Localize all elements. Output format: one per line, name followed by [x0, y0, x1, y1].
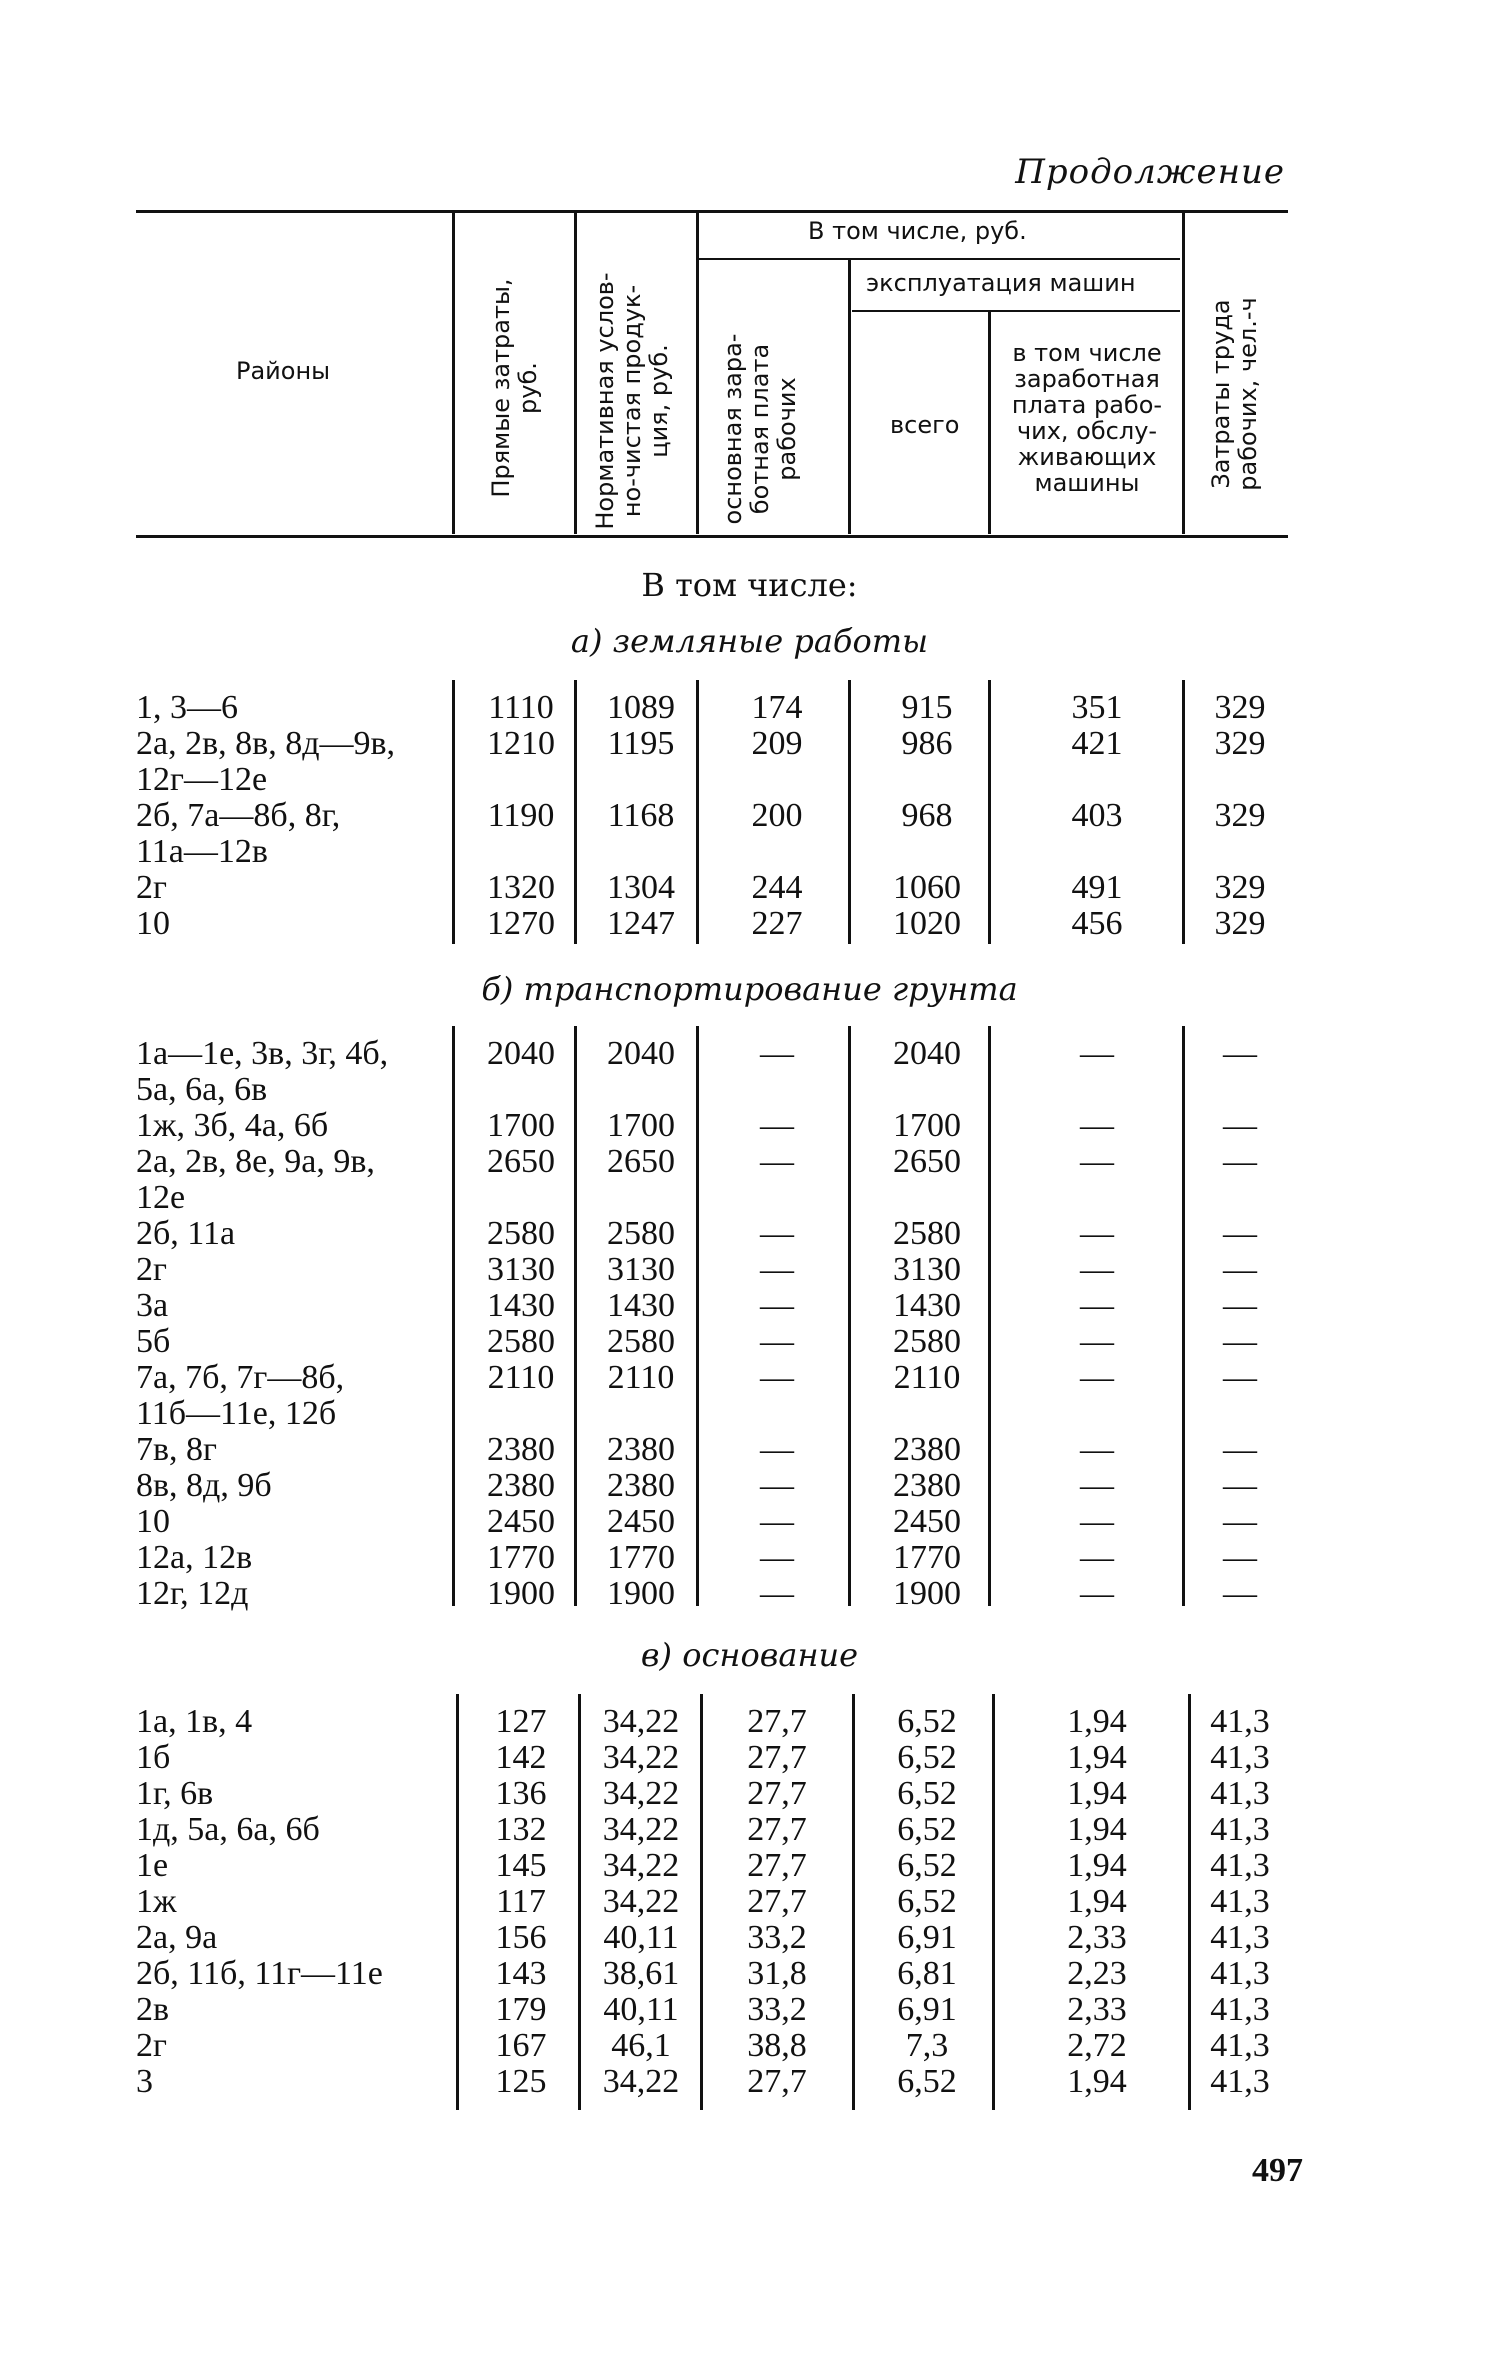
- cell-zarabotnaya: 1,94: [1067, 1703, 1127, 1740]
- cell-vsego: 1770: [893, 1539, 961, 1576]
- cell-normativnaya: 1247: [607, 905, 675, 942]
- cell-normativnaya: 1089: [607, 689, 675, 726]
- section-title-a: а) земляные работы: [570, 622, 929, 660]
- cell-normativnaya: 34,22: [602, 1811, 680, 1848]
- rayon-cell: 7в, 8г: [136, 1431, 217, 1468]
- cell-zarabotnaya: 421: [1071, 725, 1123, 762]
- cell-zatraty: —: [1223, 1431, 1257, 1468]
- table-row: [0, 1036, 1499, 1072]
- table-row: [0, 1704, 1499, 1740]
- cell-zatraty: —: [1223, 1251, 1257, 1288]
- header-ekspluatatsiya: эксплуатация машин: [866, 269, 1136, 297]
- cell-vsego: 915: [901, 689, 953, 726]
- cell-vsego: 2380: [893, 1467, 961, 1504]
- rayon-cell: 2в: [136, 1991, 170, 2028]
- cell-zarabotnaya: —: [1080, 1107, 1114, 1144]
- rayon-cell: 12а, 12в: [136, 1539, 253, 1576]
- continuation-label: Продолжение: [1015, 152, 1285, 192]
- cell-zarabotnaya: 1,94: [1067, 1847, 1127, 1884]
- cell-osnovnaya: —: [760, 1575, 794, 1612]
- header-vline-1: [452, 212, 455, 534]
- cell-zatraty: 41,3: [1210, 1739, 1270, 1776]
- rayon-cell: 2г: [136, 1251, 167, 1288]
- rayon-cell: 2г: [136, 2027, 167, 2064]
- cell-zarabotnaya: 1,94: [1067, 1739, 1127, 1776]
- rayon-cell: 1а, 1в, 4: [136, 1703, 253, 1740]
- cell-zatraty: 41,3: [1210, 2063, 1270, 2100]
- rayon-cell: 1ж, 3б, 4а, 6б: [136, 1107, 329, 1144]
- rayon-cell: 5б: [136, 1323, 171, 1360]
- cell-vsego: 2580: [893, 1215, 961, 1252]
- rayon-cell: 10: [136, 905, 170, 942]
- cell-zatraty: —: [1223, 1503, 1257, 1540]
- table-row: [0, 726, 1499, 762]
- rayon-cell: 1г, 6в: [136, 1775, 214, 1812]
- cell-normativnaya: 34,22: [602, 1883, 680, 1920]
- table-row: [0, 1432, 1499, 1468]
- table-row: [0, 1992, 1499, 2028]
- rayon-cell: 2а, 2в, 8в, 8д—9в,: [136, 725, 396, 762]
- cell-pryamye: 167: [495, 2027, 547, 2064]
- subgroup-rule-2: [852, 310, 1180, 312]
- cell-pryamye: 1700: [487, 1107, 555, 1144]
- header-normativnaya: Нормативная услов- но-чистая продук- ция, руб.: [591, 272, 673, 530]
- table-row: [0, 690, 1499, 726]
- cell-normativnaya: 38,61: [602, 1955, 680, 1992]
- cell-pryamye: 1770: [487, 1539, 555, 1576]
- table-row: [0, 1884, 1499, 1920]
- cell-pryamye: 2580: [487, 1215, 555, 1252]
- cell-zarabotnaya: 2,72: [1067, 2027, 1127, 2064]
- table-row: [0, 1144, 1499, 1180]
- cell-zarabotnaya: 351: [1071, 689, 1123, 726]
- cell-vsego: 6,52: [897, 1775, 957, 1812]
- cell-zatraty: 41,3: [1210, 1847, 1270, 1884]
- cell-zatraty: 41,3: [1210, 1775, 1270, 1812]
- cell-osnovnaya: 31,8: [747, 1955, 807, 1992]
- cell-normativnaya: 1304: [607, 869, 675, 906]
- intro-text: В том числе:: [641, 566, 858, 604]
- cell-osnovnaya: 27,7: [747, 1883, 807, 1920]
- cell-vsego: 2110: [893, 1359, 961, 1396]
- cell-normativnaya: 2380: [607, 1467, 675, 1504]
- rayon-cell: 2б, 7а—8б, 8г,: [136, 797, 341, 834]
- cell-pryamye: 156: [495, 1919, 547, 1956]
- cell-osnovnaya: —: [760, 1215, 794, 1252]
- header-osnovnaya: основная зара- ботная плата рабочих: [719, 333, 801, 525]
- cell-vsego: 7,3: [905, 2027, 949, 2064]
- cell-zarabotnaya: 456: [1071, 905, 1123, 942]
- header-pryamye: Прямые затраты, руб.: [487, 278, 542, 498]
- cell-zarabotnaya: 403: [1071, 797, 1123, 834]
- rayon-cell: 1б: [136, 1739, 171, 1776]
- cell-pryamye: 132: [495, 1811, 547, 1848]
- rayon-cell: 1а—1е, 3в, 3г, 4б,: [136, 1035, 389, 1072]
- cell-osnovnaya: —: [760, 1503, 794, 1540]
- cell-vsego: 986: [901, 725, 953, 762]
- cell-zatraty: 41,3: [1210, 2027, 1270, 2064]
- cell-vsego: 6,52: [897, 1811, 957, 1848]
- cell-pryamye: 1900: [487, 1575, 555, 1612]
- cell-pryamye: 2650: [487, 1143, 555, 1180]
- cell-zarabotnaya: —: [1080, 1431, 1114, 1468]
- rayon-cell-cont: 11б—11е, 12б: [136, 1395, 337, 1432]
- cell-normativnaya: 2040: [607, 1035, 675, 1072]
- cell-pryamye: 2450: [487, 1503, 555, 1540]
- cell-pryamye: 3130: [487, 1251, 555, 1288]
- cell-osnovnaya: —: [760, 1323, 794, 1360]
- cell-normativnaya: 40,11: [603, 1991, 679, 2028]
- table-row: [0, 906, 1499, 942]
- table-row: [0, 1956, 1499, 1992]
- cell-normativnaya: 34,22: [602, 1847, 680, 1884]
- rayon-cell: 10: [136, 1503, 170, 1540]
- cell-zarabotnaya: —: [1080, 1287, 1114, 1324]
- cell-osnovnaya: 27,7: [747, 1811, 807, 1848]
- cell-pryamye: 2580: [487, 1323, 555, 1360]
- cell-pryamye: 1110: [488, 689, 554, 726]
- cell-pryamye: 145: [495, 1847, 547, 1884]
- cell-osnovnaya: 200: [751, 797, 803, 834]
- cell-pryamye: 117: [496, 1883, 546, 1920]
- cell-normativnaya: 2380: [607, 1431, 675, 1468]
- cell-normativnaya: 1168: [607, 797, 675, 834]
- cell-normativnaya: 34,22: [602, 1703, 680, 1740]
- cell-normativnaya: 40,11: [603, 1919, 679, 1956]
- cell-osnovnaya: 33,2: [747, 1991, 807, 2028]
- cell-zatraty: —: [1223, 1215, 1257, 1252]
- subgroup-rule-1: [698, 258, 1180, 260]
- cell-osnovnaya: —: [760, 1107, 794, 1144]
- section-title-b: б) транспортирование грунта: [481, 970, 1018, 1008]
- cell-vsego: 2450: [893, 1503, 961, 1540]
- cell-zarabotnaya: —: [1080, 1035, 1114, 1072]
- rayon-cell: 2б, 11а: [136, 1215, 236, 1252]
- cell-zarabotnaya: —: [1080, 1215, 1114, 1252]
- cell-vsego: 6,91: [897, 1919, 957, 1956]
- cell-normativnaya: 34,22: [602, 1775, 680, 1812]
- rayon-cell: 3: [136, 2063, 153, 2100]
- cell-vsego: 1060: [893, 869, 961, 906]
- rayon-cell: 1е: [136, 1847, 169, 1884]
- cell-normativnaya: 1430: [607, 1287, 675, 1324]
- table-row: [0, 870, 1499, 906]
- table-row: [0, 1576, 1499, 1612]
- cell-zarabotnaya: 1,94: [1067, 1883, 1127, 1920]
- cell-zatraty: 41,3: [1210, 1919, 1270, 1956]
- cell-pryamye: 1430: [487, 1287, 555, 1324]
- cell-normativnaya: 1770: [607, 1539, 675, 1576]
- cell-vsego: 6,52: [897, 1703, 957, 1740]
- header-vline-4: [848, 260, 851, 534]
- cell-pryamye: 1270: [487, 905, 555, 942]
- cell-normativnaya: 2110: [607, 1359, 675, 1396]
- cell-osnovnaya: 33,2: [747, 1919, 807, 1956]
- cell-osnovnaya: 174: [751, 689, 803, 726]
- cell-pryamye: 179: [495, 1991, 547, 2028]
- cell-osnovnaya: —: [760, 1467, 794, 1504]
- cell-zatraty: 41,3: [1210, 1955, 1270, 1992]
- cell-zarabotnaya: 2,23: [1067, 1955, 1127, 1992]
- cell-zarabotnaya: —: [1080, 1323, 1114, 1360]
- table-row: [0, 2028, 1499, 2064]
- rayon-cell-cont: 11а—12в: [136, 833, 268, 870]
- table-row: [0, 1540, 1499, 1576]
- page-number: 497: [1252, 2152, 1303, 2189]
- header-v-tom-chisle: В том числе, руб.: [808, 217, 1027, 245]
- cell-zarabotnaya: —: [1080, 1359, 1114, 1396]
- cell-normativnaya: 46,1: [611, 2027, 671, 2064]
- cell-zarabotnaya: —: [1080, 1251, 1114, 1288]
- table-row: [0, 1920, 1499, 1956]
- cell-zatraty: 41,3: [1210, 1883, 1270, 1920]
- table-row: [0, 1288, 1499, 1324]
- cell-vsego: 1900: [893, 1575, 961, 1612]
- cell-zatraty: —: [1223, 1539, 1257, 1576]
- cell-zatraty: —: [1223, 1107, 1257, 1144]
- cell-pryamye: 2110: [487, 1359, 555, 1396]
- cell-vsego: 6,52: [897, 1883, 957, 1920]
- cell-zatraty: 329: [1214, 725, 1266, 762]
- cell-vsego: 2650: [893, 1143, 961, 1180]
- cell-pryamye: 1320: [487, 869, 555, 906]
- cell-pryamye: 1190: [487, 797, 555, 834]
- cell-osnovnaya: —: [760, 1431, 794, 1468]
- cell-osnovnaya: —: [760, 1359, 794, 1396]
- cell-normativnaya: 2580: [607, 1215, 675, 1252]
- cell-zarabotnaya: —: [1080, 1143, 1114, 1180]
- header-zarabotnaya: в том числе заработная плата рабо- чих, обслу- живающих машины: [1011, 339, 1163, 497]
- cell-vsego: 968: [901, 797, 953, 834]
- header-bottom-rule: [136, 535, 1288, 538]
- cell-vsego: 6,81: [897, 1955, 957, 1992]
- rayon-cell: 2г: [136, 869, 167, 906]
- cell-vsego: 2040: [893, 1035, 961, 1072]
- table-row: [0, 1812, 1499, 1848]
- cell-zatraty: 329: [1214, 869, 1266, 906]
- cell-vsego: 6,52: [897, 1847, 957, 1884]
- cell-pryamye: 142: [495, 1739, 547, 1776]
- cell-pryamye: 143: [495, 1955, 547, 1992]
- cell-osnovnaya: —: [760, 1251, 794, 1288]
- cell-normativnaya: 2580: [607, 1323, 675, 1360]
- table-row-cont: [0, 1072, 1499, 1108]
- cell-osnovnaya: —: [760, 1035, 794, 1072]
- cell-zarabotnaya: 1,94: [1067, 1811, 1127, 1848]
- header-vsego: всего: [890, 411, 960, 439]
- cell-zarabotnaya: 1,94: [1067, 1775, 1127, 1812]
- table-row-cont: [0, 762, 1499, 798]
- cell-osnovnaya: 27,7: [747, 1847, 807, 1884]
- cell-zatraty: 41,3: [1210, 1703, 1270, 1740]
- table-row-cont: [0, 834, 1499, 870]
- table-row: [0, 798, 1499, 834]
- table-row: [0, 1324, 1499, 1360]
- cell-osnovnaya: 27,7: [747, 1775, 807, 1812]
- rayon-cell: 1ж: [136, 1883, 177, 1920]
- cell-zatraty: —: [1223, 1467, 1257, 1504]
- rayon-cell: 3а: [136, 1287, 169, 1324]
- cell-osnovnaya: 244: [751, 869, 803, 906]
- cell-osnovnaya: —: [760, 1287, 794, 1324]
- cell-zatraty: 329: [1214, 797, 1266, 834]
- cell-pryamye: 2040: [487, 1035, 555, 1072]
- table-row: [0, 1740, 1499, 1776]
- cell-zatraty: 41,3: [1210, 1811, 1270, 1848]
- header-vline-6: [1182, 212, 1185, 534]
- cell-vsego: 2580: [893, 1323, 961, 1360]
- cell-normativnaya: 1700: [607, 1107, 675, 1144]
- cell-zatraty: —: [1223, 1143, 1257, 1180]
- cell-zatraty: —: [1223, 1323, 1257, 1360]
- table-row: [0, 1776, 1499, 1812]
- rayon-cell: 2а, 2в, 8е, 9а, 9в,: [136, 1143, 375, 1180]
- cell-zatraty: —: [1223, 1359, 1257, 1396]
- rayon-cell: 7а, 7б, 7г—8б,: [136, 1359, 345, 1396]
- rayon-cell-cont: 12е: [136, 1179, 186, 1216]
- cell-zatraty: 329: [1214, 905, 1266, 942]
- cell-vsego: 6,52: [897, 1739, 957, 1776]
- cell-pryamye: 1210: [487, 725, 555, 762]
- section-title-v: в) основание: [640, 1636, 859, 1674]
- table-row: [0, 1360, 1499, 1396]
- table-row: [0, 2064, 1499, 2100]
- cell-zatraty: —: [1223, 1287, 1257, 1324]
- table-row: [0, 1252, 1499, 1288]
- cell-vsego: 1700: [893, 1107, 961, 1144]
- table-row: [0, 1468, 1499, 1504]
- cell-osnovnaya: 27,7: [747, 1703, 807, 1740]
- cell-pryamye: 2380: [487, 1467, 555, 1504]
- cell-osnovnaya: —: [760, 1143, 794, 1180]
- cell-normativnaya: 34,22: [602, 1739, 680, 1776]
- cell-pryamye: 127: [495, 1703, 547, 1740]
- rayon-cell: 12г, 12д: [136, 1575, 249, 1612]
- cell-pryamye: 125: [495, 2063, 547, 2100]
- cell-pryamye: 136: [495, 1775, 547, 1812]
- header-zatraty: Затраты труда рабочих, чел.-ч: [1207, 297, 1262, 491]
- cell-osnovnaya: 209: [751, 725, 803, 762]
- header-vline-5: [988, 312, 991, 534]
- rayon-cell: 1д, 5а, 6а, 6б: [136, 1811, 320, 1848]
- rayon-cell: 2б, 11б, 11г—11е: [136, 1955, 383, 1992]
- cell-osnovnaya: 27,7: [747, 2063, 807, 2100]
- cell-vsego: 1020: [893, 905, 961, 942]
- cell-zarabotnaya: 2,33: [1067, 1919, 1127, 1956]
- rayon-cell: 8в, 8д, 9б: [136, 1467, 272, 1504]
- header-vline-2: [574, 212, 577, 534]
- cell-vsego: 1430: [893, 1287, 961, 1324]
- rayon-cell: 1, 3—6: [136, 689, 238, 726]
- cell-zatraty: 329: [1214, 689, 1266, 726]
- cell-osnovnaya: 27,7: [747, 1739, 807, 1776]
- rayon-cell-cont: 12г—12е: [136, 761, 268, 798]
- table-row: [0, 1108, 1499, 1144]
- cell-zatraty: 41,3: [1210, 1991, 1270, 2028]
- cell-zarabotnaya: —: [1080, 1575, 1114, 1612]
- cell-osnovnaya: 227: [751, 905, 803, 942]
- table-row-cont: [0, 1396, 1499, 1432]
- cell-osnovnaya: —: [760, 1539, 794, 1576]
- table-row: [0, 1504, 1499, 1540]
- header-vline-3: [696, 212, 699, 534]
- cell-zarabotnaya: —: [1080, 1539, 1114, 1576]
- header-rayony: Районы: [236, 357, 331, 385]
- cell-vsego: 3130: [893, 1251, 961, 1288]
- cell-zarabotnaya: —: [1080, 1503, 1114, 1540]
- cell-osnovnaya: 38,8: [747, 2027, 807, 2064]
- cell-normativnaya: 1900: [607, 1575, 675, 1612]
- table-row: [0, 1848, 1499, 1884]
- rayon-cell-cont: 5а, 6а, 6в: [136, 1071, 268, 1108]
- cell-zarabotnaya: 1,94: [1067, 2063, 1127, 2100]
- cell-normativnaya: 1195: [607, 725, 675, 762]
- header-top-rule: [136, 210, 1288, 213]
- cell-zarabotnaya: —: [1080, 1467, 1114, 1504]
- table-row-cont: [0, 1180, 1499, 1216]
- cell-zarabotnaya: 2,33: [1067, 1991, 1127, 2028]
- table-row: [0, 1216, 1499, 1252]
- cell-normativnaya: 34,22: [602, 2063, 680, 2100]
- cell-zatraty: —: [1223, 1035, 1257, 1072]
- cell-zatraty: —: [1223, 1575, 1257, 1612]
- rayon-cell: 2а, 9а: [136, 1919, 218, 1956]
- cell-normativnaya: 3130: [607, 1251, 675, 1288]
- cell-vsego: 6,52: [897, 2063, 957, 2100]
- cell-pryamye: 2380: [487, 1431, 555, 1468]
- cell-normativnaya: 2650: [607, 1143, 675, 1180]
- cell-zarabotnaya: 491: [1071, 869, 1123, 906]
- cell-vsego: 2380: [893, 1431, 961, 1468]
- cell-vsego: 6,91: [897, 1991, 957, 2028]
- cell-normativnaya: 2450: [607, 1503, 675, 1540]
